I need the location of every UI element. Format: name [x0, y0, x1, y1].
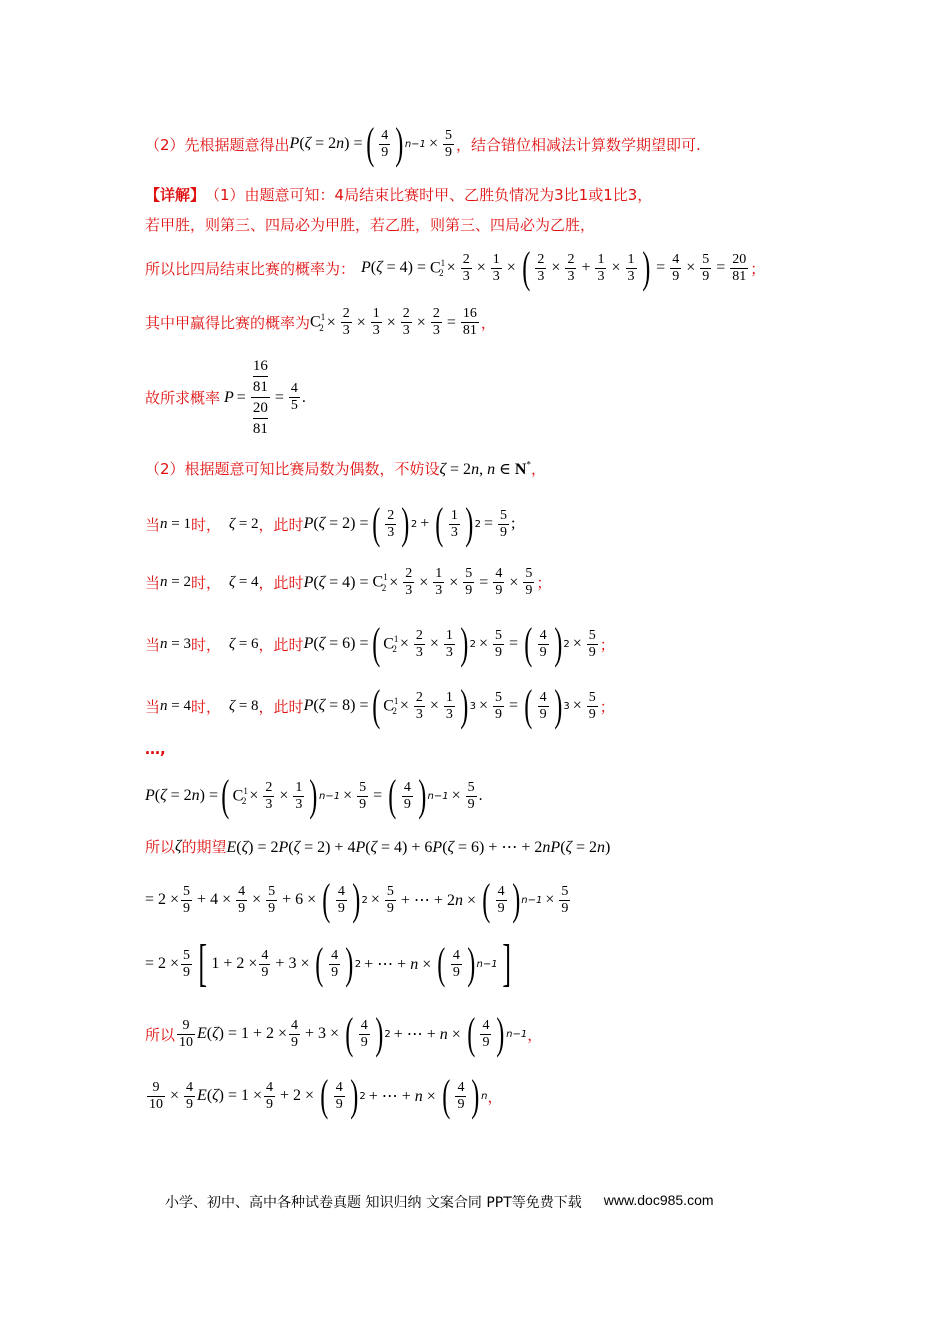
- detail-line-2: [145, 214, 595, 235]
- part-two-line: （2）根据题意可知比赛局数为偶数，不妨设 ζ = 2n, n ∈ N* ，: [145, 459, 546, 478]
- solution-hint-line: （2）先根据题意得出 P(ζ = 2n) = ( $\frac{4}{9}$ ) n−1 × $\frac{5}{9}$ ，结合错位相减法计算数学期望即可.: [145, 119, 701, 168]
- hint-prefix: （2）先根据题意得出: [145, 135, 290, 154]
- general-term-line: P(ζ = 2n) = ( $C^1_2$ × $\frac{2}{3}$ × $\frac{1}{3}$ ) n−1 × $\frac{5}{9}$ = ( $\frac{4}{9}$ ) n−1 × $\frac{5}{9}$ .: [145, 771, 483, 820]
- shifted-expectation-line: $\frac{9}{10}$ × $\frac{4}{9}$ E(ζ) = 1 × $\frac{4}{9}$ + 2 × ( $\frac{4}{9}$ ) 2 + ⋯ + n × ( $\frac{4}{9}$ ) n ，: [149, 1071, 503, 1120]
- detail-text-1: （1）由题意可知：4局结束比赛时甲、乙胜负情况为3比1或1比3，: [205, 186, 653, 204]
- scaled-expectation-line: 所以 $\frac{9}{10}$ E(ζ) = 1 + 2 × $\frac{4}{9}$ + 3 × ( $\frac{4}{9}$ ) 2 + ⋯ + n × ( $\frac{4}{9}$ ) n−1 ，: [145, 1009, 543, 1058]
- detail-text-2: 若甲胜，则第三、四局必为甲胜，若乙胜，则第三、四局必为乙胜，: [145, 216, 596, 234]
- prob-four-label: 所以比四局结束比赛的概率为：: [145, 259, 356, 278]
- jia-win-line: 其中甲赢得比赛的概率为 $C^1_2$ × $\frac{2}{3}$ × $\frac{1}{3}$ × $\frac{2}{3}$ × $\frac{2}{3}$ = $\frac{16}{81}$ ，: [145, 306, 496, 338]
- page-footer: [165, 1192, 714, 1212]
- case-n1-line: 当 n = 1 时， ζ = 2 ，此时 P(ζ = 2) = ( $\frac{2}{3}$ ) 2 + ( $\frac{1}{3}$ ) 2 = $\frac{5}{9}$ ;: [145, 499, 516, 548]
- part-two-label: （2）根据题意可知比赛局数为偶数，不妨设: [145, 460, 440, 478]
- case-n2-line: 当 n = 2 时， ζ = 4 ，此时 P(ζ = 4) = $C^1_2$ × $\frac{2}{3}$ × $\frac{1}{3}$ × $\frac{5}{9}$ = $\frac{4}{9}$ × $\frac{5}{9}$ ；: [145, 566, 552, 598]
- expansion-line-2: = 2 × $\frac{5}{9}$ [ 1 + 2 × $\frac{4}{9}$ + 3 × ( $\frac{4}{9}$ ) 2 + ⋯ + n × ( $\frac{4}{9}$ ) n−1 ]: [145, 935, 511, 992]
- ellipsis-line: …,: [145, 740, 166, 758]
- jia-win-label: 其中甲赢得比赛的概率为: [145, 314, 311, 332]
- expansion-line-1: = 2 × $\frac{5}{9}$ + 4 × $\frac{4}{9}$ × $\frac{5}{9}$ + 6 × ( $\frac{4}{9}$ ) 2 × $\frac{5}{9}$ + ⋯ + 2n × ( $\frac{4}{9}$ ) n−1 × $\frac{5}{9}$: [145, 875, 569, 924]
- detail-tag: 【详解】: [145, 186, 206, 204]
- answer-one-label: 故所求概率: [145, 389, 221, 407]
- hint-suffix: ，结合错位相减法计算数学期望即可.: [455, 135, 701, 154]
- footer-text: 小学、初中、高中各种试卷真题 知识归纳 文案合同 PPT等免费下载: [165, 1195, 582, 1211]
- detail-line-1: [145, 184, 652, 205]
- footer-url[interactable]: www.doc985.com: [603, 1192, 714, 1208]
- expectation-line: 所以 ζ 的期望 E(ζ) = 2P(ζ = 2) + 4P(ζ = 4) + 6P(ζ = 6) + ⋯ + 2nP(ζ = 2n): [145, 837, 611, 856]
- answer-one-line: 故所求概率 P = 16 81 20 81 = $\frac{4}{5}$ .: [145, 358, 306, 437]
- case-n3-line: 当 n = 3 时， ζ = 6 ，此时 P(ζ = 6) = ( $C^1_2$ × $\frac{2}{3}$ × $\frac{1}{3}$ ) 2 × $\frac{5}{9}$ = ( $\frac{4}{9}$ ) 2 × $\frac{5}{9}$ ；: [145, 619, 615, 668]
- case-n4-line: 当 n = 4 时， ζ = 8 ，此时 P(ζ = 8) = ( $C^1_2$ × $\frac{2}{3}$ × $\frac{1}{3}$ ) 3 × $\frac{5}{9}$ = ( $\frac{4}{9}$ ) 3 × $\frac{5}{9}$ ；: [145, 681, 615, 730]
- prob-four-games-line: 所以比四局结束比赛的概率为： P(ζ = 4) = $C^1_2$ × $\frac{2}{3}$ × $\frac{1}{3}$ × ( $\frac{2}{3}$ × $\frac{2}{3}$ + $\frac{1}{3}$ × $\frac{1}{3}$ ) = $\frac{4}{9}$ × $\frac{5}{9}$ = $\frac{20}{81}$ ；: [145, 243, 766, 292]
- formula-p-2n: P(ζ = 2n) =: [289, 135, 363, 152]
